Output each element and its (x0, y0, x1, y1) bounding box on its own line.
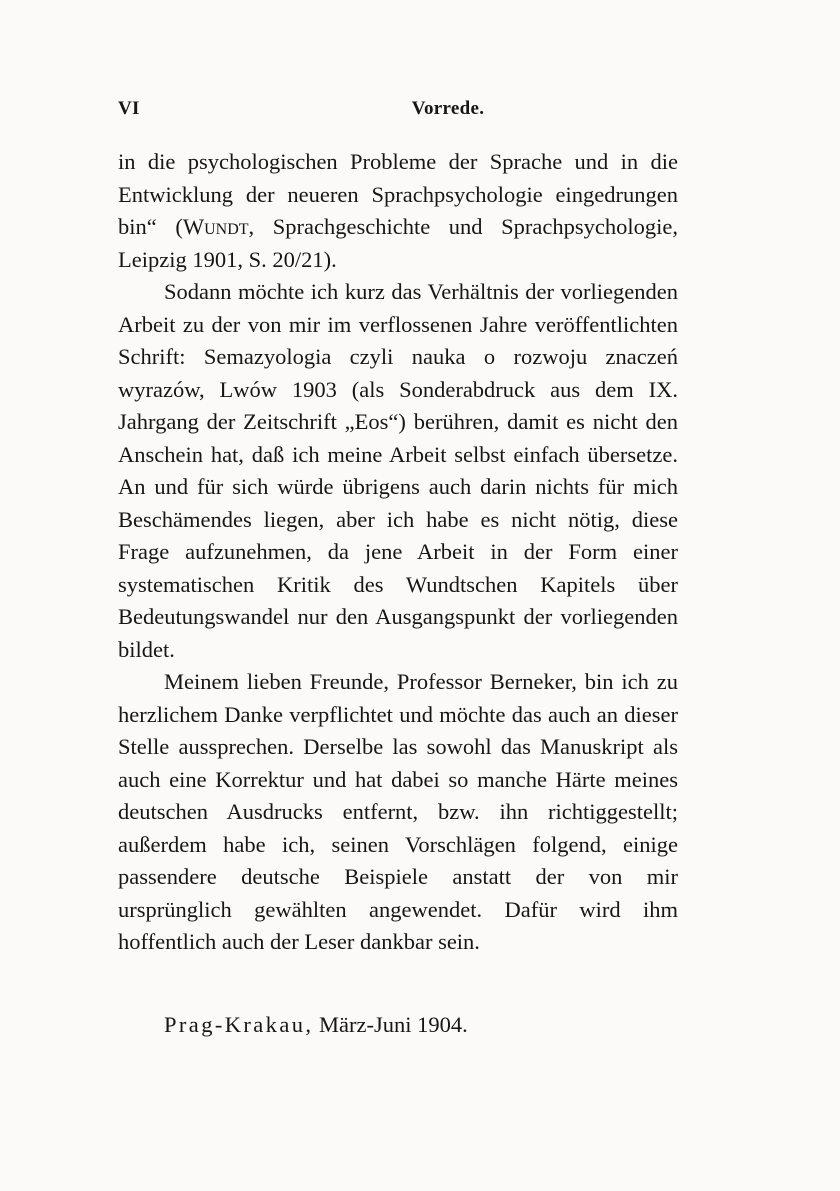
paragraph-2: Sodann möchte ich kurz das Verhältnis der vorliegenden Arbeit zu der von mir im verflossenen Jahre veröffentlichten Schrift: Semazyologia czyli nauka o rozwoju znaczeń wyrazów, Lwów 1903 (als Sonderabdruck aus dem IX. Jahrgang der Zeitschrift „Eos“) berühren, damit es nicht den Anschein hat, daß ich meine Arbeit selbst einfach übersetze. An und für sich würde übrigens auch darin nichts für mich Beschämendes liegen, aber ich habe es nicht nötig, diese Frage aufzunehmen, da jene Arbeit in der Form einer systematischen Kritik des Wundtschen Kapitels über Bedeutungswandel nur den Ausgangspunkt der vorliegenden bildet. (118, 279, 678, 662)
paragraph-1-text-b: , Sprachgeschichte und Sprachpsychologie, Leipzig 1901, S. 20/21). (118, 214, 678, 272)
body-text (118, 146, 678, 959)
running-title: Vorrede. (411, 98, 485, 119)
signature-line (164, 1009, 468, 1041)
author-name: Wundt (182, 214, 249, 239)
page-number: VI (118, 98, 140, 119)
paragraph-1-text-a: in die psychologischen Probleme der Sprache und in die Entwicklung der neueren Sprachpsychologie eingedrungen bin“ ( (118, 149, 678, 239)
signature-place: Prag-Krakau, (164, 1012, 314, 1037)
running-head (118, 98, 678, 122)
paragraph-3: Meinem lieben Freunde, Professor Berneker, bin ich zu herzlichem Danke verpflichtet und möchte das auch an dieser Stelle aussprechen. Derselbe las sowohl das Manuskript als auch eine Korrektur und hat dabei so manche Härte meines deutschen Ausdrucks entfernt, bzw. ihn richtiggestellt; außerdem habe ich, seinen Vorschlägen folgend, einige passendere deutsche Beispiele anstatt der von mir ursprünglich gewählten angewendet. Dafür wird ihm hoffentlich auch der Leser dankbar sein. (118, 669, 678, 954)
paragraph-1 (118, 146, 678, 276)
signature-date: März-Juni 1904. (319, 1012, 468, 1037)
